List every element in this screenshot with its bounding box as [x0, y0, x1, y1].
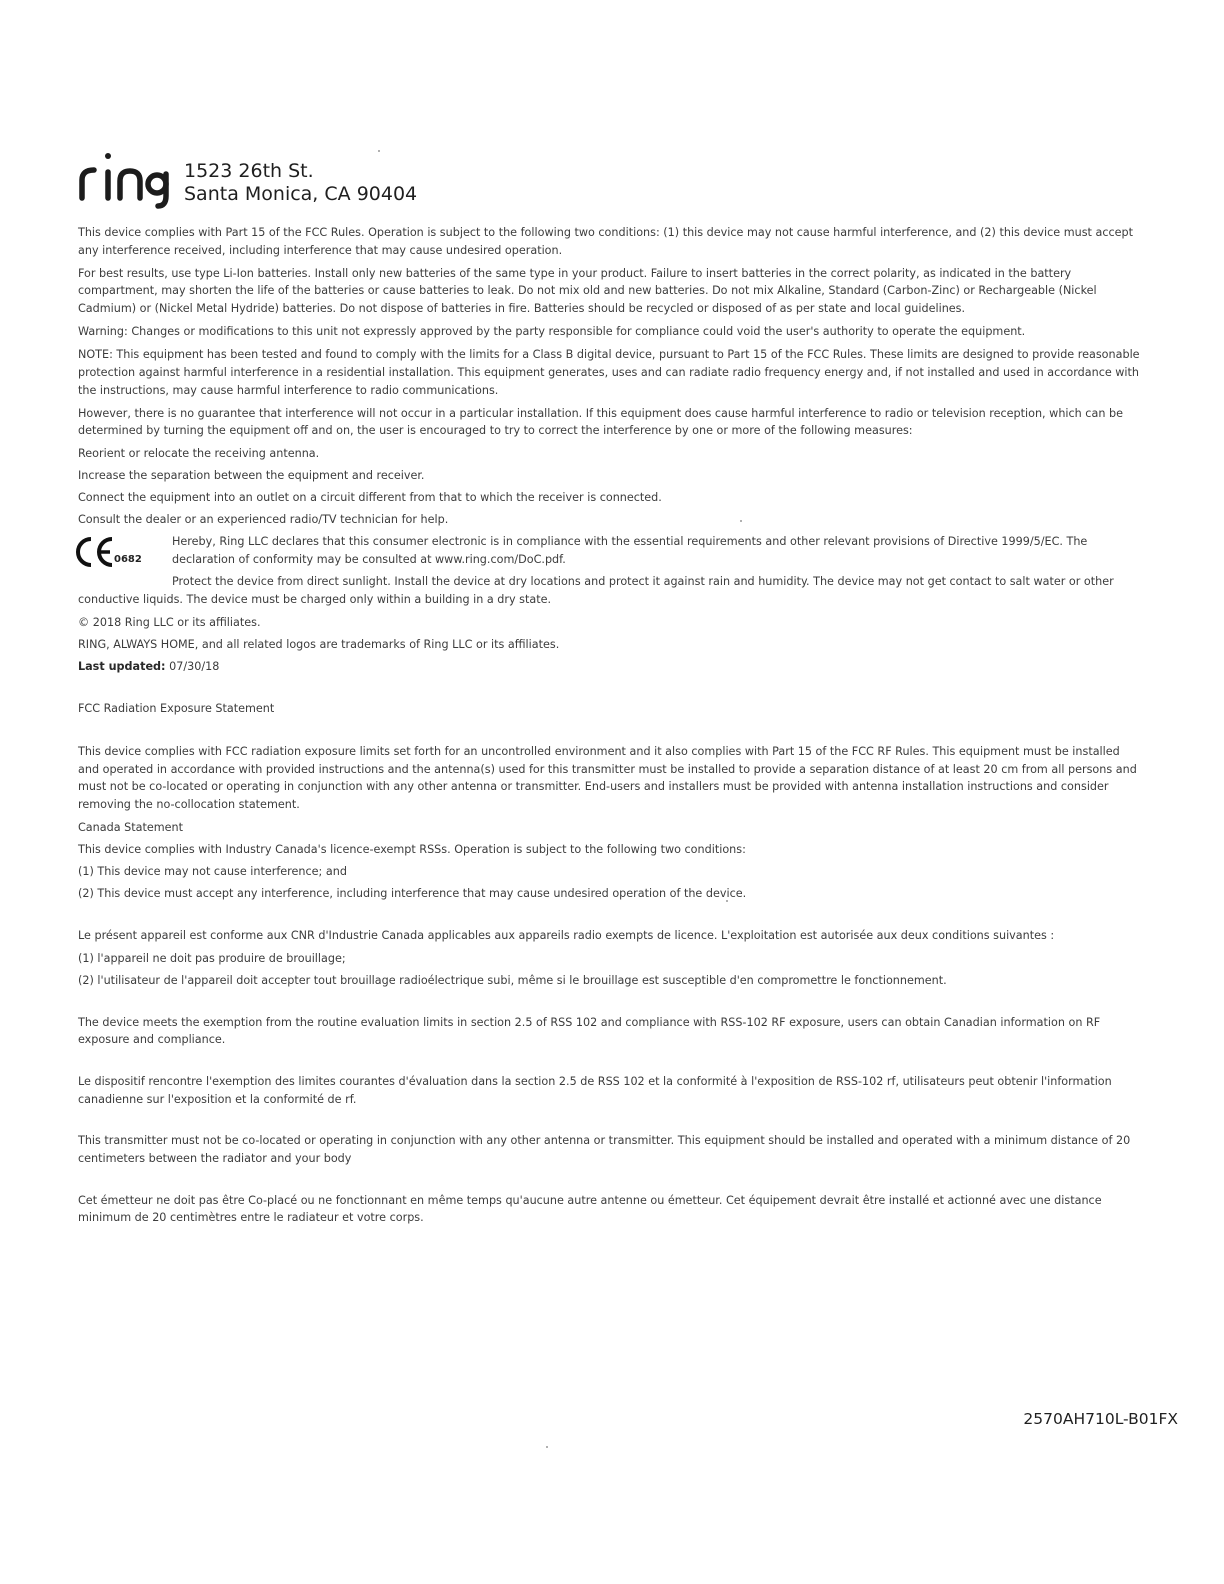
canada-intro: This device complies with Industry Canada's licence-exempt RSSs. Operation is subject to the following two conditions: — [78, 843, 746, 857]
canada-fr-intro: Le présent appareil est conforme aux CNR d'Industrie Canada applicables aux appareils radio exempts de licence. L'exploitation est autorisée aux deux conditions suivantes : — [78, 928, 1055, 942]
last-updated — [78, 658, 1142, 676]
trademark-line: RING, ALWAYS HOME, and all related logos are trademarks of Ring LLC or its affiliates. — [78, 637, 560, 651]
ce-declaration-text: Hereby, Ring LLC declares that this consumer electronic is in compliance with the essential requirements and other relevant provisions of Directive 1999/5/EC. The declaration of conformity may be consulted at www.ring.com/DoC.pdf. — [172, 535, 1088, 566]
address-line-2: Santa Monica, CA 90404 — [184, 183, 418, 205]
document-body — [78, 224, 1142, 1231]
ce-declaration — [78, 533, 1142, 568]
scan-speck — [378, 150, 380, 152]
guarantee-paragraph: However, there is no guarantee that interference will not occur in a particular installation. If this equipment does cause harmful interference to radio or television reception, which can be determined by turning the equipment off and on, the user is encouraged to try to correct the interference by one or more of the following measures: — [78, 406, 1123, 438]
radiation-paragraph: This device complies with FCC radiation exposure limits set forth for an uncontrolled environment and it also complies with Part 15 of the FCC RF Rules. This equipment must be installed and operated in accordance with provided instructions and the antenna(s) used for this transmitter must be installed to provide a separation distance of at least 20 cm from all persons and must not be co-located or operating in conjunction with any other antenna or transmitter. End-users and installers must be provided with antenna installation instructions and consider removing the no-collocation statement. — [78, 745, 1137, 812]
measure-item: Reorient or relocate the receiving antenna. — [78, 447, 320, 461]
last-updated-label: Last updated: — [78, 659, 166, 673]
measure-item: Increase the separation between the equipment and receiver. — [78, 469, 425, 483]
ce-notified-body: 0682 — [114, 554, 142, 566]
company-address — [184, 160, 417, 206]
canada-fr-condition-2: (2) l'utilisateur de l'appareil doit accepter tout brouillage radioélectrique subi, même si le brouillage est susceptible d'en compromettre le fonctionnement. — [78, 973, 947, 987]
canada-condition-2: (2) This device must accept any interference, including interference that may cause undesired operation of the device. — [78, 887, 747, 901]
canada-heading: Canada Statement — [78, 821, 183, 835]
measure-item: Consult the dealer or an experienced radio/TV technician for help. — [78, 513, 449, 527]
ce-mark-icon — [74, 535, 154, 569]
exemption-fr: Le dispositif rencontre l'exemption des limites courantes d'évaluation dans la section 2.5 de RSS 102 et la conformité à l'exposition de RSS-102 rf, utilisateurs peut obtenir l'information canadienne sur l'exposition et la conformité de rf. — [78, 1074, 1112, 1106]
scan-speck — [546, 1446, 548, 1448]
canada-condition-1: (1) This device may not cause interference; and — [78, 865, 347, 879]
protect-paragraph: Protect the device from direct sunlight. Install the device at dry locations and protect it against rain and humidity. The device may not get contact to salt water or other conductive liquids. The device must be charged only within a building in a dry state. — [78, 574, 1114, 606]
measure-item: Connect the equipment into an outlet on a circuit different from that to which the receiver is connected. — [78, 491, 662, 505]
scan-speck — [740, 520, 742, 522]
warning-paragraph: Warning: Changes or modifications to this unit not expressly approved by the party responsible for compliance could void the user's authority to operate the equipment. — [78, 325, 1026, 339]
ring-logo — [78, 150, 170, 210]
copyright-line: © 2018 Ring LLC or its affiliates. — [78, 615, 261, 629]
last-updated-value: 07/30/18 — [169, 659, 220, 673]
ring-logo-mark — [78, 150, 170, 210]
colocation-en: This transmitter must not be co-located or operating in conjunction with any other antenna or transmitter. This equipment should be installed and operated with a minimum distance of 20 centimeters between the radiator and your body — [78, 1134, 1131, 1166]
scan-speck — [726, 900, 728, 902]
fcc-part15-paragraph: This device complies with Part 15 of the FCC Rules. Operation is subject to the following two conditions: (1) this device may not cause harmful interference, and (2) this device must accept any interference received, including interference that may cause undesired operation. — [78, 226, 1134, 257]
address-line-1: 1523 26th St. — [184, 160, 314, 182]
canada-fr-condition-1: (1) l'appareil ne doit pas produire de brouillage; — [78, 951, 346, 965]
ce-mark-glyph — [74, 535, 114, 569]
part-number: 2570AH710L-B01FX — [1023, 1410, 1178, 1428]
battery-paragraph: For best results, use type Li-Ion batteries. Install only new batteries of the same type in your product. Failure to insert batteries in the correct polarity, as indicated in the battery compartment, may shorten the life of the batteries or cause batteries to leak. Do not mix old and new batteries. Do not mix Alkaline, Standard (Carbon-Zinc) or Rechargeable (Nickel Cadmium) or (Nickel Metal Hydride) batteries. Do not dispose of batteries in fire. Batteries should be recycled or disposed of as per state and local guidelines. — [78, 266, 1097, 316]
colocation-fr: Cet émetteur ne doit pas être Co-placé ou ne fonctionnant en même temps qu'aucune autre antenne ou émetteur. Cet équipement devrait être installé et actionné avec une distance minimum de 20 centimètres entre le radiateur et votre corps. — [78, 1193, 1102, 1225]
note-paragraph: NOTE: This equipment has been tested and found to comply with the limits for a Class B digital device, pursuant to Part 15 of the FCC Rules. These limits are designed to provide reasonable protection against harmful interference in a residential installation. This equipment generates, uses and can radiate radio frequency energy and, if not installed and used in accordance with the instructions, may cause harmful interference to radio communications. — [78, 348, 1140, 397]
exemption-en: The device meets the exemption from the routine evaluation limits in section 2.5 of RSS 102 and compliance with RSS-102 RF exposure, users can obtain Canadian information on RF exposure and compliance. — [78, 1015, 1101, 1047]
radiation-heading: FCC Radiation Exposure Statement — [78, 702, 275, 716]
